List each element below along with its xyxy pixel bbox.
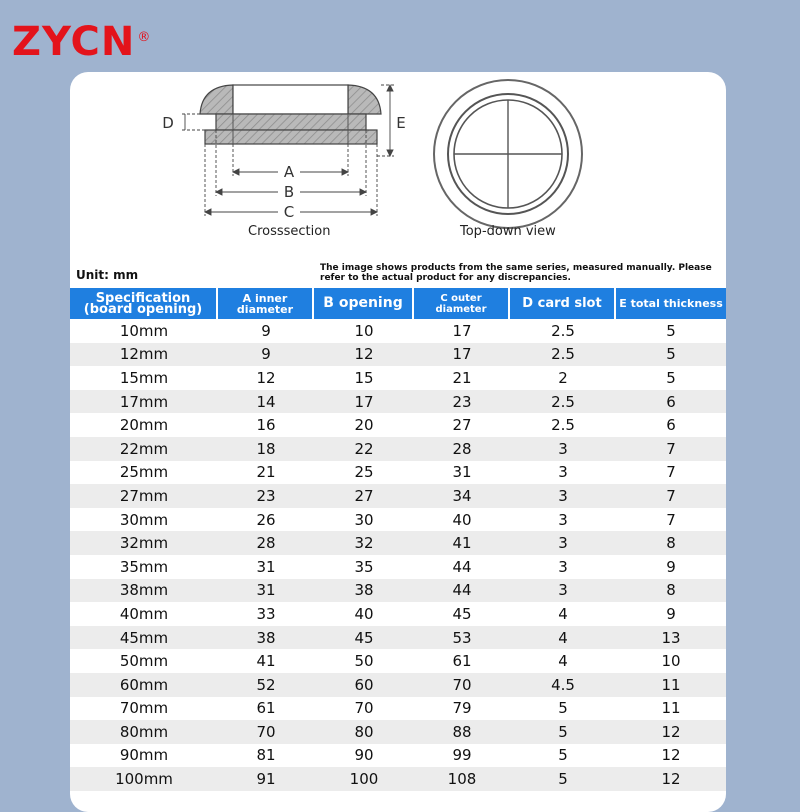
cell-a-inner-diameter: 81 [218,744,314,768]
table-row [70,461,726,485]
product-diagram [70,72,726,252]
top-view-drawing [434,80,582,228]
header-e-total-thickness: E total thickness [616,288,726,319]
cell-a-inner-diameter: 38 [218,626,314,650]
cell-specification: 100mm [70,767,218,791]
cell-c-outer-diameter: 17 [414,319,510,343]
dim-label-d: D [162,114,174,132]
cell-a-inner-diameter: 70 [218,720,314,744]
cell-c-outer-diameter: 28 [414,437,510,461]
cell-a-inner-diameter: 21 [218,461,314,485]
cell-specification: 20mm [70,413,218,437]
cell-e-total-thickness: 6 [616,390,726,414]
cell-b-opening: 60 [314,673,414,697]
cell-d-card-slot: 2.5 [510,413,616,437]
cell-b-opening: 80 [314,720,414,744]
cell-d-card-slot: 3 [510,508,616,532]
cell-specification: 32mm [70,531,218,555]
cell-a-inner-diameter: 18 [218,437,314,461]
cell-c-outer-diameter: 34 [414,484,510,508]
cell-d-card-slot: 2.5 [510,390,616,414]
cross-section-drawing [162,85,406,221]
cell-a-inner-diameter: 33 [218,602,314,626]
header-a-inner-diameter: A inner diameter [218,288,314,319]
cell-e-total-thickness: 8 [616,579,726,603]
cell-e-total-thickness: 7 [616,437,726,461]
cell-e-total-thickness: 11 [616,673,726,697]
table-row [70,390,726,414]
cell-b-opening: 10 [314,319,414,343]
unit-label: Unit: mm [76,268,139,282]
cell-a-inner-diameter: 61 [218,697,314,721]
table-row [70,437,726,461]
cell-a-inner-diameter: 52 [218,673,314,697]
cell-a-inner-diameter: 28 [218,531,314,555]
cell-specification: 10mm [70,319,218,343]
cell-e-total-thickness: 7 [616,484,726,508]
brand-name: ZYCN [12,19,136,65]
cell-e-total-thickness: 7 [616,508,726,532]
table-row [70,484,726,508]
cell-e-total-thickness: 11 [616,697,726,721]
cell-c-outer-diameter: 44 [414,579,510,603]
cell-e-total-thickness: 5 [616,366,726,390]
cell-d-card-slot: 2.5 [510,319,616,343]
cell-specification: 27mm [70,484,218,508]
table-row [70,720,726,744]
cell-c-outer-diameter: 53 [414,626,510,650]
cell-e-total-thickness: 13 [616,626,726,650]
cell-c-outer-diameter: 40 [414,508,510,532]
cell-a-inner-diameter: 9 [218,343,314,367]
cell-d-card-slot: 3 [510,484,616,508]
cell-b-opening: 70 [314,697,414,721]
table-row [70,626,726,650]
table-row [70,555,726,579]
cell-specification: 25mm [70,461,218,485]
cell-c-outer-diameter: 45 [414,602,510,626]
cell-e-total-thickness: 7 [616,461,726,485]
cell-specification: 22mm [70,437,218,461]
cell-d-card-slot: 5 [510,767,616,791]
cell-specification: 35mm [70,555,218,579]
cell-c-outer-diameter: 88 [414,720,510,744]
table-row [70,579,726,603]
cell-b-opening: 22 [314,437,414,461]
cell-e-total-thickness: 9 [616,602,726,626]
cell-d-card-slot: 5 [510,744,616,768]
top-view-caption: Top-down view [460,224,556,239]
table-row [70,531,726,555]
cell-c-outer-diameter: 61 [414,649,510,673]
cell-b-opening: 25 [314,461,414,485]
cell-a-inner-diameter: 16 [218,413,314,437]
table-row [70,649,726,673]
table-row [70,508,726,532]
cell-d-card-slot: 3 [510,437,616,461]
cell-a-inner-diameter: 14 [218,390,314,414]
cell-c-outer-diameter: 21 [414,366,510,390]
table-row [70,744,726,768]
cell-b-opening: 20 [314,413,414,437]
cell-d-card-slot: 3 [510,555,616,579]
cell-e-total-thickness: 5 [616,343,726,367]
cell-e-total-thickness: 8 [616,531,726,555]
cell-specification: 70mm [70,697,218,721]
cell-c-outer-diameter: 41 [414,531,510,555]
cell-d-card-slot: 3 [510,531,616,555]
table-row [70,413,726,437]
cell-d-card-slot: 2.5 [510,343,616,367]
dim-label-a: A [283,163,295,181]
cell-e-total-thickness: 5 [616,319,726,343]
cell-a-inner-diameter: 12 [218,366,314,390]
disclaimer-note: The image shows products from the same series, measured manually. Please refer to the actual product for any discrepancies. [320,263,712,283]
cell-specification: 38mm [70,579,218,603]
cell-specification: 40mm [70,602,218,626]
cell-b-opening: 35 [314,555,414,579]
cell-b-opening: 27 [314,484,414,508]
table-row [70,343,726,367]
table-row [70,697,726,721]
header-d-card-slot: D card slot [510,288,616,319]
cell-e-total-thickness: 12 [616,720,726,744]
cell-c-outer-diameter: 108 [414,767,510,791]
cell-b-opening: 17 [314,390,414,414]
cell-d-card-slot: 4 [510,602,616,626]
cell-a-inner-diameter: 31 [218,579,314,603]
header-specification: Specification (board opening) [70,288,218,319]
cell-d-card-slot: 4 [510,649,616,673]
cell-a-inner-diameter: 26 [218,508,314,532]
cell-specification: 80mm [70,720,218,744]
table-row [70,366,726,390]
cell-specification: 15mm [70,366,218,390]
cell-e-total-thickness: 6 [616,413,726,437]
cell-d-card-slot: 5 [510,697,616,721]
cell-d-card-slot: 4.5 [510,673,616,697]
cell-c-outer-diameter: 31 [414,461,510,485]
cell-specification: 12mm [70,343,218,367]
dim-label-c: C [283,203,295,221]
cell-a-inner-diameter: 31 [218,555,314,579]
table-body [70,319,726,791]
cell-c-outer-diameter: 70 [414,673,510,697]
cell-c-outer-diameter: 23 [414,390,510,414]
cell-b-opening: 40 [314,602,414,626]
cell-b-opening: 45 [314,626,414,650]
cell-specification: 90mm [70,744,218,768]
cell-c-outer-diameter: 27 [414,413,510,437]
cell-b-opening: 100 [314,767,414,791]
cell-d-card-slot: 5 [510,720,616,744]
cell-specification: 50mm [70,649,218,673]
cell-b-opening: 30 [314,508,414,532]
registered-mark: ® [137,30,152,45]
cell-e-total-thickness: 10 [616,649,726,673]
cell-specification: 17mm [70,390,218,414]
cell-e-total-thickness: 12 [616,767,726,791]
cell-c-outer-diameter: 44 [414,555,510,579]
header-b-opening: B opening [314,288,414,319]
cell-d-card-slot: 3 [510,461,616,485]
cell-b-opening: 32 [314,531,414,555]
cell-d-card-slot: 4 [510,626,616,650]
header-c-outer-diameter: C outer diameter [414,288,510,319]
cell-a-inner-diameter: 9 [218,319,314,343]
cell-specification: 60mm [70,673,218,697]
table-row [70,673,726,697]
cell-c-outer-diameter: 99 [414,744,510,768]
brand-logo [12,19,152,65]
cell-e-total-thickness: 12 [616,744,726,768]
cell-a-inner-diameter: 41 [218,649,314,673]
spec-table [70,288,726,791]
cell-specification: 30mm [70,508,218,532]
cell-b-opening: 50 [314,649,414,673]
cell-e-total-thickness: 9 [616,555,726,579]
cell-c-outer-diameter: 17 [414,343,510,367]
cell-a-inner-diameter: 23 [218,484,314,508]
dim-label-b: B [283,183,295,201]
cell-b-opening: 90 [314,744,414,768]
cell-b-opening: 15 [314,366,414,390]
cell-a-inner-diameter: 91 [218,767,314,791]
cell-d-card-slot: 2 [510,366,616,390]
table-row [70,319,726,343]
spec-card [70,72,726,812]
cell-specification: 45mm [70,626,218,650]
cross-section-caption: Crosssection [248,224,331,239]
cell-b-opening: 38 [314,579,414,603]
table-row [70,767,726,791]
dim-label-e: E [396,114,406,132]
cell-c-outer-diameter: 79 [414,697,510,721]
cell-d-card-slot: 3 [510,579,616,603]
cell-b-opening: 12 [314,343,414,367]
table-header-row [70,288,726,319]
table-row [70,602,726,626]
